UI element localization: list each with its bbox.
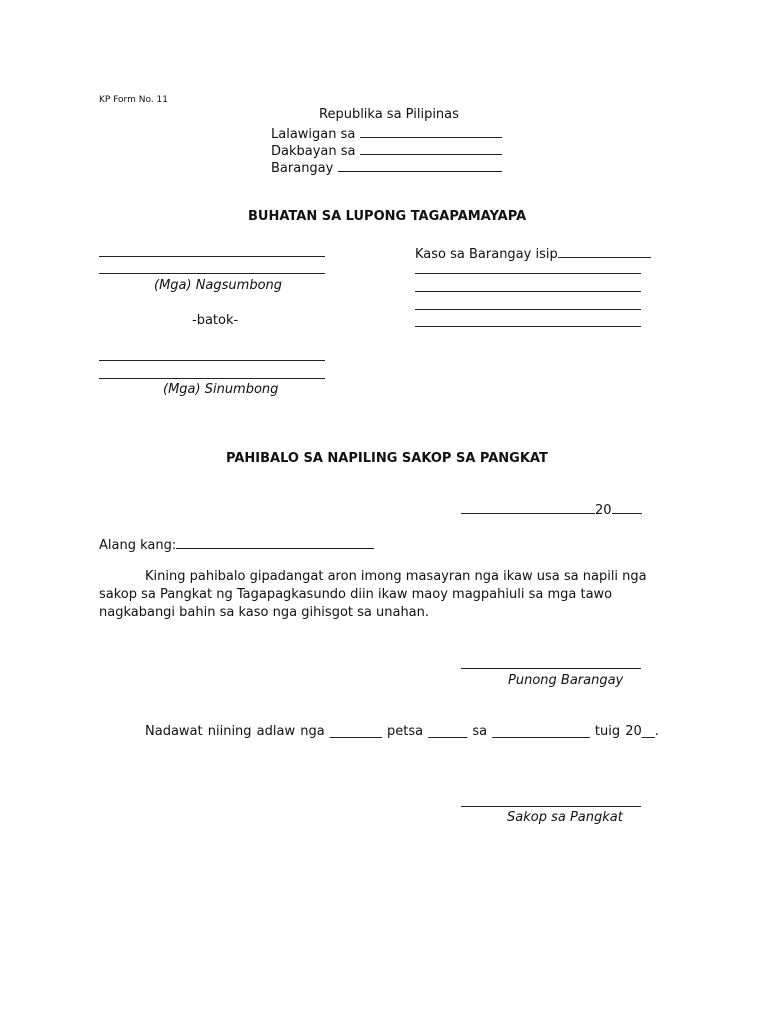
addressee-line — [99, 535, 374, 554]
received-year-field[interactable]: __. — [641, 724, 659, 739]
received-day-field[interactable]: ________ — [329, 724, 382, 739]
date-line — [461, 500, 642, 519]
addressee-label: Alang kang: — [99, 538, 177, 553]
date-field[interactable] — [461, 500, 595, 514]
received-date-field[interactable]: ______ — [428, 724, 468, 739]
case-number-field[interactable] — [558, 244, 651, 258]
complainant-line-2[interactable] — [99, 273, 325, 274]
received-tuig-label: tuig 20 — [594, 724, 642, 739]
barangay-line — [271, 158, 502, 177]
barangay-label: Barangay — [271, 161, 334, 176]
year-prefix: 20 — [595, 503, 612, 518]
received-line — [145, 724, 659, 740]
respondent-line-1[interactable] — [99, 360, 325, 361]
received-month-field[interactable]: _______________ — [492, 724, 590, 739]
case-title-line-4[interactable] — [415, 326, 641, 327]
versus-label: -batok- — [192, 313, 239, 328]
year-field[interactable] — [612, 500, 642, 514]
respondents-label: (Mga) Sinumbong — [163, 382, 279, 397]
notice-body: Kining pahibalo gipadangat aron imong masayran nga ikaw usa sa napili nga sakop sa Pangkat ng Tagapagkasundo diin ikaw maoy magpahiuli sa mga tawo nagkabangi bahin sa kaso nga gihisgot sa unahan. — [99, 569, 647, 620]
pangkat-member-signature-line[interactable] — [461, 806, 641, 807]
case-title-line-2[interactable] — [415, 291, 641, 292]
case-label: Kaso sa Barangay isip — [415, 247, 558, 262]
case-title-line-3[interactable] — [415, 309, 641, 310]
addressee-field[interactable] — [176, 535, 374, 549]
case-number-line — [415, 244, 651, 263]
republic-heading: Republika sa Pilipinas — [319, 107, 459, 122]
city-field[interactable] — [360, 141, 502, 155]
received-petsa-label: petsa — [386, 724, 424, 739]
city-label: Dakbayan sa — [271, 144, 356, 159]
complainant-line-1[interactable] — [99, 256, 325, 257]
barangay-field[interactable] — [338, 158, 502, 172]
complainants-label: (Mga) Nagsumbong — [154, 278, 283, 293]
office-title: BUHATAN SA LUPONG TAGAPAMAYAPA — [248, 209, 527, 224]
province-label: Lalawigan sa — [271, 127, 356, 142]
notice-title: PAHIBALO SA NAPILING SAKOP SA PANGKAT — [226, 451, 548, 466]
pangkat-member-label: Sakop sa Pangkat — [507, 810, 623, 825]
respondent-line-2[interactable] — [99, 378, 325, 379]
punong-barangay-signature-line[interactable] — [461, 668, 641, 669]
province-field[interactable] — [360, 124, 502, 138]
punong-barangay-label: Punong Barangay — [508, 673, 624, 688]
form-number: KP Form No. 11 — [99, 95, 168, 105]
case-title-line-1[interactable] — [415, 273, 641, 274]
received-prefix: Nadawat niining adlaw nga — [145, 724, 325, 739]
received-sa-label: sa — [472, 724, 488, 739]
